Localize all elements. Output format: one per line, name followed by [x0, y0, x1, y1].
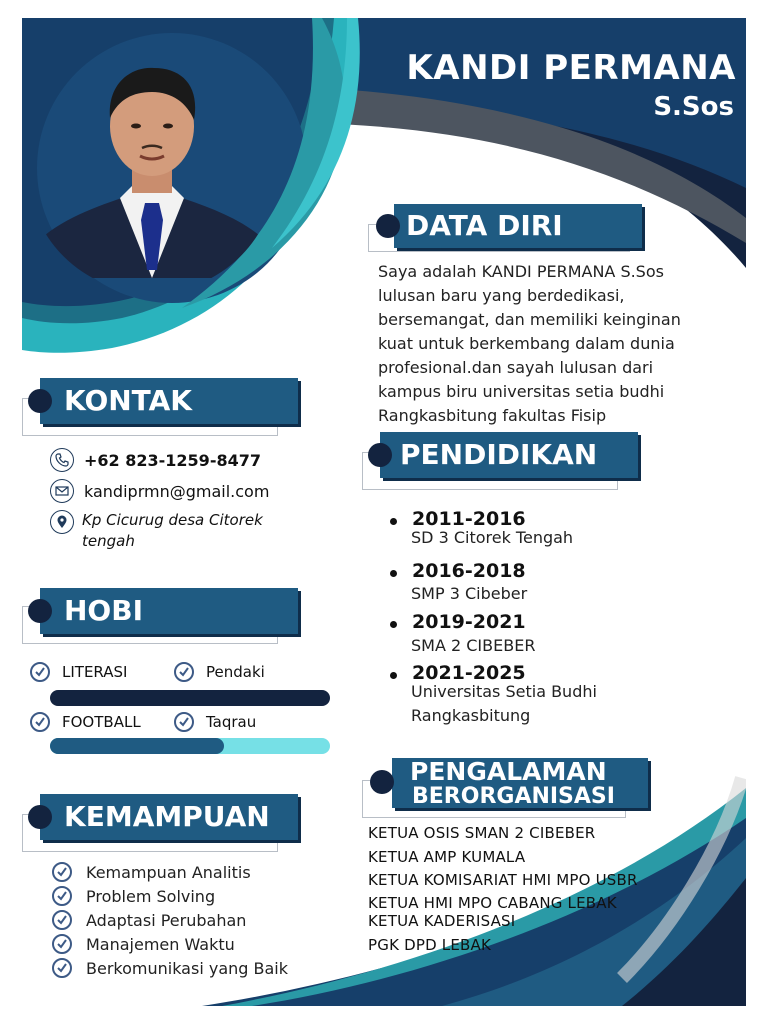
skill-item: Problem Solving: [52, 886, 215, 906]
organization-item: KETUA OSIS SMAN 2 CIBEBER: [368, 824, 596, 842]
skill-item: Kemampuan Analitis: [52, 862, 251, 882]
organization-item: PGK DPD LEBAK: [368, 936, 492, 954]
bullet-dot: [376, 214, 400, 238]
check-icon: [30, 712, 50, 732]
person-degree: S.Sos: [653, 92, 734, 122]
hobby-item: FOOTBALL: [30, 712, 141, 732]
location-icon: [50, 510, 74, 534]
profile-summary: Saya adalah KANDI PERMANA S.Sos lulusan baru yang berdedikasi, bersemangat, dan memiliki keinginan kuat untuk berkembang dalam dunia profesional.dan sayah lulusan dari kampus biru universitas setia budhi Rangkasbitung fakultas Fisip: [378, 262, 681, 425]
mail-icon: [50, 479, 74, 503]
hobby-level-bar-fill: [50, 738, 224, 754]
hobby-item: LITERASI: [30, 662, 127, 682]
skill-item: Manajemen Waktu: [52, 934, 235, 954]
contact-address: Kp Cicurug desa Citorek tengah: [50, 510, 263, 552]
person-name: KANDI PERMANA: [406, 48, 736, 88]
phone-icon: [50, 448, 74, 472]
hobby-item: Pendaki: [174, 662, 265, 682]
check-icon: [174, 712, 194, 732]
skill-item: Berkomunikasi yang Baik: [52, 958, 288, 978]
check-icon: [52, 910, 72, 930]
check-icon: [52, 958, 72, 978]
check-icon: [30, 662, 50, 682]
check-icon: [174, 662, 194, 682]
contact-email[interactable]: kandiprmn@gmail.com: [50, 479, 269, 503]
hobby-item: Taqrau: [174, 712, 256, 732]
check-icon: [52, 934, 72, 954]
skill-item: Adaptasi Perubahan: [52, 910, 246, 930]
contact-phone[interactable]: +62 823-1259-8477: [50, 448, 261, 472]
check-icon: [52, 862, 72, 882]
organization-item: KETUA AMP KUMALA: [368, 848, 526, 866]
organization-item: KETUA HMI MPO CABANG LEBAK: [368, 894, 617, 912]
profile-photo: [32, 48, 272, 278]
organization-item: KETUA KADERISASI: [368, 912, 516, 930]
hobby-level-bar: [50, 690, 330, 706]
organization-item: KETUA KOMISARIAT HMI MPO USBR: [368, 871, 638, 889]
cv-page: KANDI PERMANA S.Sos DATA DIRI Saya adalah KANDI PERMANA S.Sos lulusan baru yang berdedikasi, bersemangat, dan memiliki keinginan kuat untuk berkembang dalam dunia profesional.dan sayah lulusan dari kampus biru universitas setia budhi Rangkasbitung fakultas Fisip KONTAK +62 823-1259-8477 kandiprmn@gmail.com Kp Cicurug desa Citorek tengah HOBI LITERASI Pendaki FOOTBALL Taqrau KEMAMPUAN Kemampuan Analitis Problem Solving Adaptasi Perubahan Manajemen Waktu Berkomunikasi yang Baik PENDIDIKAN 2011-2016 SD 3 Citorek Tengah 2016-2018 SMP 3 Cibeber 2019-2021 SMA 2 CIBEBER 2021-2025 Universitas Setia Budhi Rangkasbitung PENGALAMAN BERORGANISASI KETUA OSIS SMAN 2 CIBEBER KETUA AMP KUMALA KETUA KOMISARIAT HMI MPO USBR KETUA HMI MPO CABANG LEBAK KETUA KADERISASI PGK DPD LEBAK: [22, 18, 746, 1006]
check-icon: [52, 886, 72, 906]
